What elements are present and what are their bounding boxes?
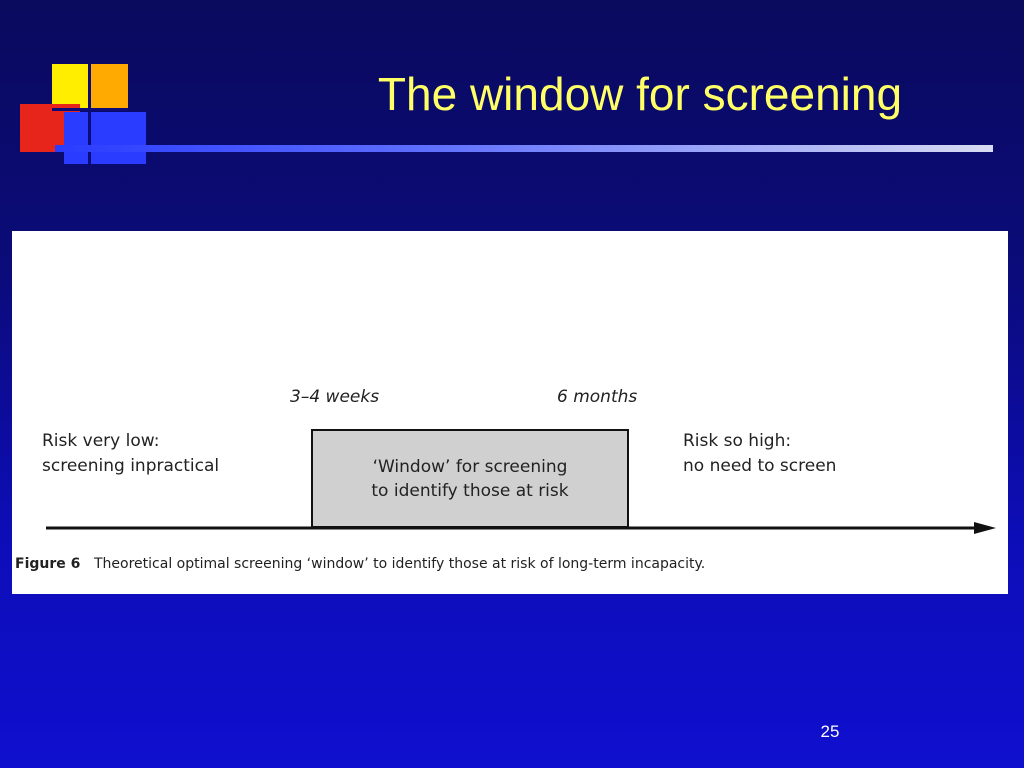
screening-window-box — [312, 430, 628, 527]
page-number: 25 — [820, 722, 840, 741]
figure-caption-text: Theoretical optimal screening ‘window’ to identify those at risk of long-term incapacity. — [94, 556, 706, 572]
orange-square-decoration — [88, 64, 128, 108]
right-region-line-2: no need to screen — [683, 456, 837, 476]
slide-title: The window for screening — [377, 68, 903, 120]
left-region-line-1: Risk very low: — [42, 431, 160, 451]
figure-caption-label: Figure 6 — [15, 556, 81, 572]
screening-window-diagram — [12, 231, 1008, 594]
window-box-line-2: to identify those at risk — [371, 481, 569, 501]
marker-label-months: 6 months — [557, 387, 638, 407]
decoration-divider-horizontal — [52, 108, 128, 111]
yellow-square-decoration — [52, 64, 88, 108]
figure-panel — [12, 231, 1008, 594]
marker-label-weeks: 3–4 weeks — [290, 387, 380, 407]
left-region-line-2: screening inpractical — [42, 456, 220, 476]
blue-square-decoration — [64, 112, 146, 164]
right-region-line-1: Risk so high: — [683, 431, 792, 451]
title-underline-rule — [55, 145, 993, 152]
timeline-arrowhead — [974, 522, 996, 534]
window-box-line-1: ‘Window’ for screening — [372, 457, 568, 477]
